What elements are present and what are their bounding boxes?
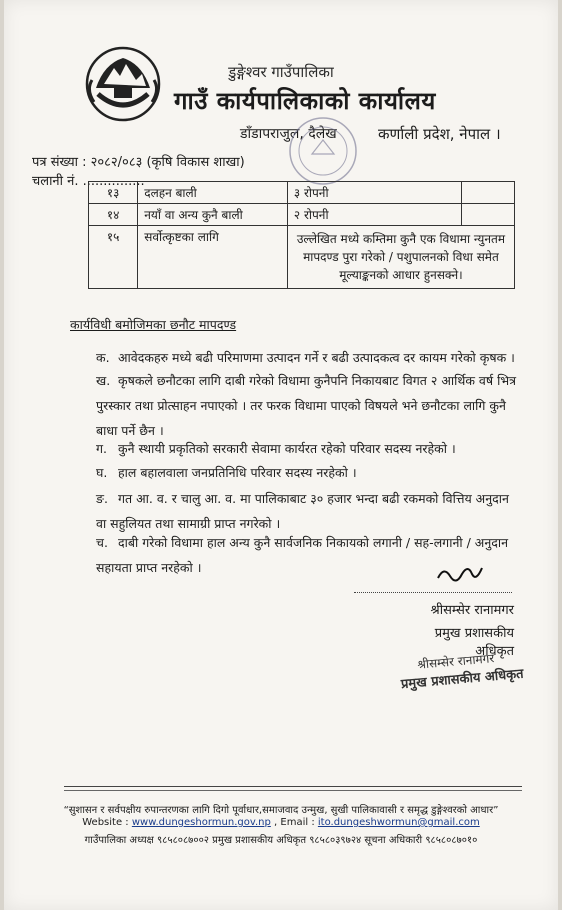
row-area: ३ रोपनी [287, 182, 461, 204]
row-number: १५ [89, 226, 138, 289]
row-number: १४ [89, 204, 138, 226]
office-address: डाँडापराजुल, दैलेख [240, 126, 337, 142]
criteria-text: कृषकले छनौटका लागि दाबी गरेको विधामा कुनैपनि निकायबाट विगत २ आर्थिक वर्ष भित्र पुरस्कार तथा प्रोत्साहन नपाएको । तर फरक विधामा पाएको विषयले भने छनौटका लागि कुनै बाधा पर्ने छैन । [96, 373, 517, 438]
crop-area-table [88, 181, 515, 289]
letter-page [4, 0, 558, 910]
criteria-label: ग. [96, 441, 108, 456]
email-link[interactable]: ito.dungeshwormun@gmail.com [317, 817, 480, 828]
row-extra [461, 182, 514, 204]
criteria-item [96, 486, 516, 536]
footer-motto: “सुशासन र सर्वपक्षीय रुपान्तरणका लागि दिगो पूर्वाधार,समाजवाद उन्मुख, सुखी पालिकावासी र समृद्ध डुङ्गेश्वरको आधार” [63, 805, 499, 816]
row-item: सर्वोत्कृष्टका लागि [138, 226, 288, 289]
website-label: Website : [82, 817, 129, 828]
criteria-label: ङ. [96, 491, 108, 506]
row-extra [461, 204, 514, 226]
stamp-title: प्रमुख प्रशासकीय अधिकृत [400, 666, 525, 693]
office-seal-stamp [286, 114, 360, 188]
row-area: २ रोपनी [287, 204, 461, 226]
criteria-label: ख. [96, 373, 111, 388]
signatory-title: प्रमुख प्रशासकीय अधिकृत [434, 626, 514, 659]
row-number: १३ [89, 182, 138, 204]
footer-web [4, 817, 558, 828]
criteria-label: क. [96, 350, 110, 365]
emblem-logo [84, 44, 162, 124]
criteria-heading: कार्यविधी बमोजिमका छनौट मापदण्ड [70, 317, 237, 332]
reference-number: पत्र संख्या : २०८२/०८३ (कृषि विकास शाखा) [32, 155, 245, 170]
row-item: दलहन बाली [138, 182, 288, 204]
criteria-item [96, 460, 516, 485]
footer-rule [64, 786, 522, 787]
table-row [89, 226, 515, 289]
dispatch-number: चलानी नं. ............... [32, 174, 145, 189]
criteria-label: च. [96, 535, 108, 550]
criteria-item [96, 368, 516, 443]
criteria-text: हाल बहालवाला जनप्रतिनिधि परिवार सदस्य नरहेको । [118, 465, 357, 480]
office-province: कर्णाली प्रदेश, नेपाल । [378, 125, 501, 143]
signatory-name: श्रीसम्सेर रानामगर [430, 603, 514, 618]
table-row [89, 182, 515, 204]
office-subtitle: डुङ्गेश्वर गाउँपालिका [228, 63, 334, 81]
criteria-item [96, 345, 516, 370]
footer-rule [64, 790, 522, 791]
criteria-text: कुनै स्थायी प्रकृतिको सरकारी सेवामा कार्यरत रहेको परिवार सदस्य नरहेको । [118, 441, 456, 456]
row-item: नयाँ वा अन्य कुनै बाली [138, 204, 288, 226]
criteria-label: घ. [96, 465, 108, 480]
criteria-text: आवेदकहरु मध्ये बढी परिमाणमा उत्पादन गर्ने र बढी उत्पादकत्व दर कायम गरेको कृषक । [118, 350, 515, 365]
table-row [89, 204, 515, 226]
criteria-text: गत आ. व. र चालु आ. व. मा पालिकाबाट ३० हजार भन्दा बढी रकमको वित्तिय अनुदान वा सहुलियत तथा सामाग्री प्राप्त नगरेको । [96, 491, 509, 531]
website-link[interactable]: www.dungeshormun.gov.np [131, 817, 271, 828]
row-note: उल्लेखित मध्ये कम्तिमा कुनै एक विधामा न्युनतम मापदण्ड पुरा गरेको / पशुपालनको विधा समेत मूल्याङ्कनको आधार हुनसक्ने। [287, 226, 514, 289]
stamp-name: श्रीसम्सेर रानामगर [416, 651, 495, 672]
criteria-item [96, 436, 516, 461]
footer-contacts: गाउँपालिका अध्यक्ष ९८५८०८७००२ प्रमुख प्रशासकीय अधिकृत ९८५८०३९७२४ सूचना अधिकारी ९८५८०८७०१० [84, 835, 478, 846]
signature-scribble [434, 560, 484, 586]
office-title: गाउँ कार्यपालिकाको कार्यालय [174, 87, 436, 115]
signature-line [354, 592, 512, 593]
email-label: , Email : [274, 817, 315, 828]
criteria-text: दाबी गरेको विधामा हाल अन्य कुनै सार्वजनिक निकायको लगानी / सह-लगानी / अनुदान सहायता प्राप्त नरहेको । [96, 535, 509, 575]
